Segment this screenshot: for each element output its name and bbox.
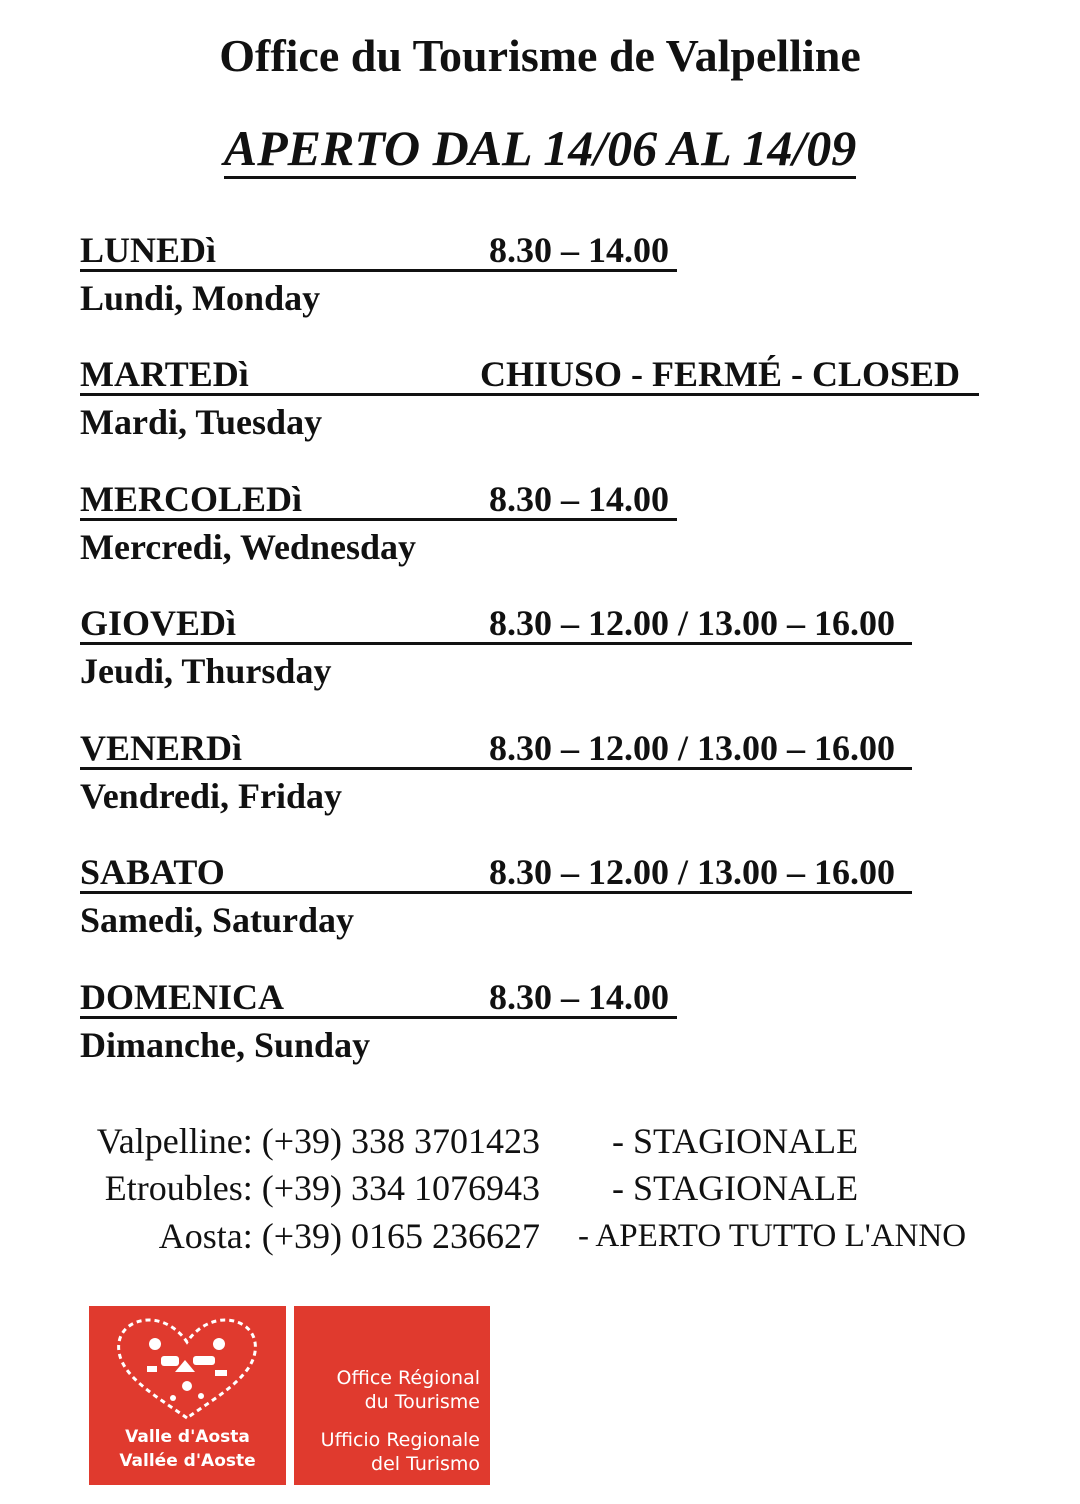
day-name: SABATO xyxy=(80,852,480,894)
schedule-row-wednesday xyxy=(80,479,1000,579)
schedule-row-thursday xyxy=(80,603,1000,703)
day-name: LUNEDì xyxy=(80,230,480,272)
schedule-row-saturday xyxy=(80,852,1000,952)
schedule-row-friday xyxy=(80,728,1000,828)
schedule-row-monday xyxy=(80,230,1000,330)
day-hours: 8.30 – 14.00 xyxy=(480,977,677,1019)
day-translation: Mercredi, Wednesday xyxy=(80,527,416,567)
day-translation: Lundi, Monday xyxy=(80,278,321,318)
day-translation: Vendredi, Friday xyxy=(80,776,343,816)
logo-office-regional: Office Régional xyxy=(336,1367,480,1389)
schedule-row-tuesday xyxy=(80,354,1000,454)
day-name: DOMENICA xyxy=(80,977,480,1019)
day-hours: CHIUSO - FERMÉ - CLOSED xyxy=(480,354,979,396)
contact-aosta-note: - APERTO TUTTO L'ANNO xyxy=(578,1218,967,1254)
day-name: MARTEDì xyxy=(80,354,480,396)
day-hours: 8.30 – 14.00 xyxy=(480,479,677,521)
day-translation: Jeudi, Thursday xyxy=(80,651,332,691)
logo-vallee-daoste: Vallée d'Aoste xyxy=(119,1451,256,1471)
opening-period xyxy=(0,118,1080,178)
day-hours: 8.30 – 14.00 xyxy=(480,230,677,272)
office-regional-logo xyxy=(294,1306,490,1485)
day-name: VENERDì xyxy=(80,728,480,770)
contact-valpelline: Valpelline: (+39) 338 3701423 xyxy=(96,1121,540,1161)
opening-period-text: APERTO DAL 14/06 AL 14/09 xyxy=(224,120,856,179)
logo-ufficio-regionale: Ufficio Regionale xyxy=(320,1429,480,1451)
contact-valpelline-note: - STAGIONALE xyxy=(612,1121,859,1161)
heart-emblem-icon xyxy=(89,1306,286,1426)
logo-du-tourisme: du Tourisme xyxy=(364,1391,480,1413)
day-name: GIOVEDì xyxy=(80,603,480,645)
contact-aosta: Aosta: (+39) 0165 236627 xyxy=(158,1216,540,1256)
valle-daosta-logo xyxy=(89,1306,286,1485)
day-hours: 8.30 – 12.00 / 13.00 – 16.00 xyxy=(480,852,912,894)
day-translation: Mardi, Tuesday xyxy=(80,402,323,442)
logo-del-turismo: del Turismo xyxy=(371,1453,480,1475)
page-title: Office du Tourisme de Valpelline xyxy=(219,30,861,81)
day-hours: 8.30 – 12.00 / 13.00 – 16.00 xyxy=(480,728,912,770)
contact-etroubles-note: - STAGIONALE xyxy=(612,1168,859,1208)
day-hours: 8.30 – 12.00 / 13.00 – 16.00 xyxy=(480,603,912,645)
day-translation: Samedi, Saturday xyxy=(80,900,355,940)
contact-etroubles: Etroubles: (+39) 334 1076943 xyxy=(104,1168,540,1208)
schedule-row-sunday xyxy=(80,977,1000,1077)
day-translation: Dimanche, Sunday xyxy=(80,1025,371,1065)
day-name: MERCOLEDì xyxy=(80,479,480,521)
logo-valle-daosta: Valle d'Aosta xyxy=(125,1427,250,1447)
